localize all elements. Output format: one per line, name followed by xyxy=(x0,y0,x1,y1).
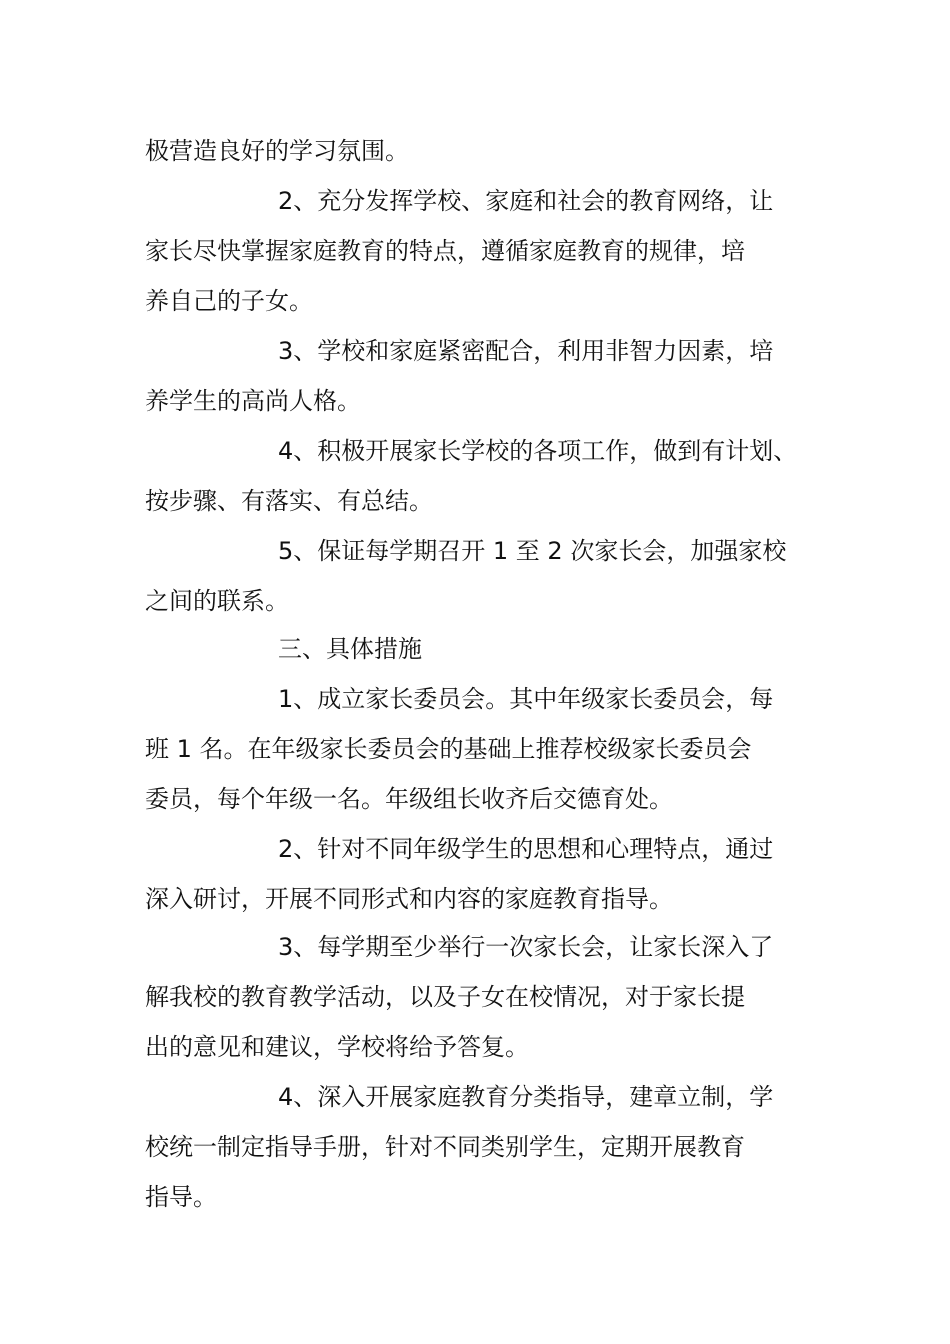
paragraph-start-line: 2、针对不同年级学生的思想和心理特点，通过 xyxy=(278,835,774,863)
text-line: 按步骤、有落实、有总结。 xyxy=(145,487,433,515)
text-line: 家长尽快掌握家庭教育的特点，遵循家庭教育的规律，培 xyxy=(145,237,745,265)
text-line: 校统一制定指导手册，针对不同类别学生，定期开展教育 xyxy=(145,1133,745,1161)
text-line: 委员，每个年级一名。年级组长收齐后交德育处。 xyxy=(145,785,673,813)
text-line: 极营造良好的学习氛围。 xyxy=(145,137,409,165)
text-line: 之间的联系。 xyxy=(145,587,289,615)
text-line: 班 1 名。在年级家长委员会的基础上推荐校级家长委员会 xyxy=(145,735,752,763)
text-line: 解我校的教育教学活动，以及子女在校情况，对于家长提 xyxy=(145,983,745,1011)
paragraph-start-line: 4、深入开展家庭教育分类指导，建章立制，学 xyxy=(278,1083,774,1111)
text-line: 深入研讨，开展不同形式和内容的家庭教育指导。 xyxy=(145,885,673,913)
paragraph-start-line: 5、保证每学期召开 1 至 2 次家长会，加强家校 xyxy=(278,537,787,565)
paragraph-start-line: 1、成立家长委员会。其中年级家长委员会，每 xyxy=(278,685,774,713)
text-line: 养学生的高尚人格。 xyxy=(145,387,361,415)
text-line: 养自己的子女。 xyxy=(145,287,313,315)
paragraph-start-line: 4、积极开展家长学校的各项工作，做到有计划、 xyxy=(278,437,798,465)
text-line: 指导。 xyxy=(145,1183,217,1211)
paragraph-start-line: 3、每学期至少举行一次家长会，让家长深入了 xyxy=(278,933,774,961)
paragraph-start-line: 3、学校和家庭紧密配合，利用非智力因素，培 xyxy=(278,337,774,365)
text-line: 出的意见和建议，学校将给予答复。 xyxy=(145,1033,529,1061)
section-heading: 三、具体措施 xyxy=(278,635,422,663)
paragraph-start-line: 2、充分发挥学校、家庭和社会的教育网络，让 xyxy=(278,187,774,215)
